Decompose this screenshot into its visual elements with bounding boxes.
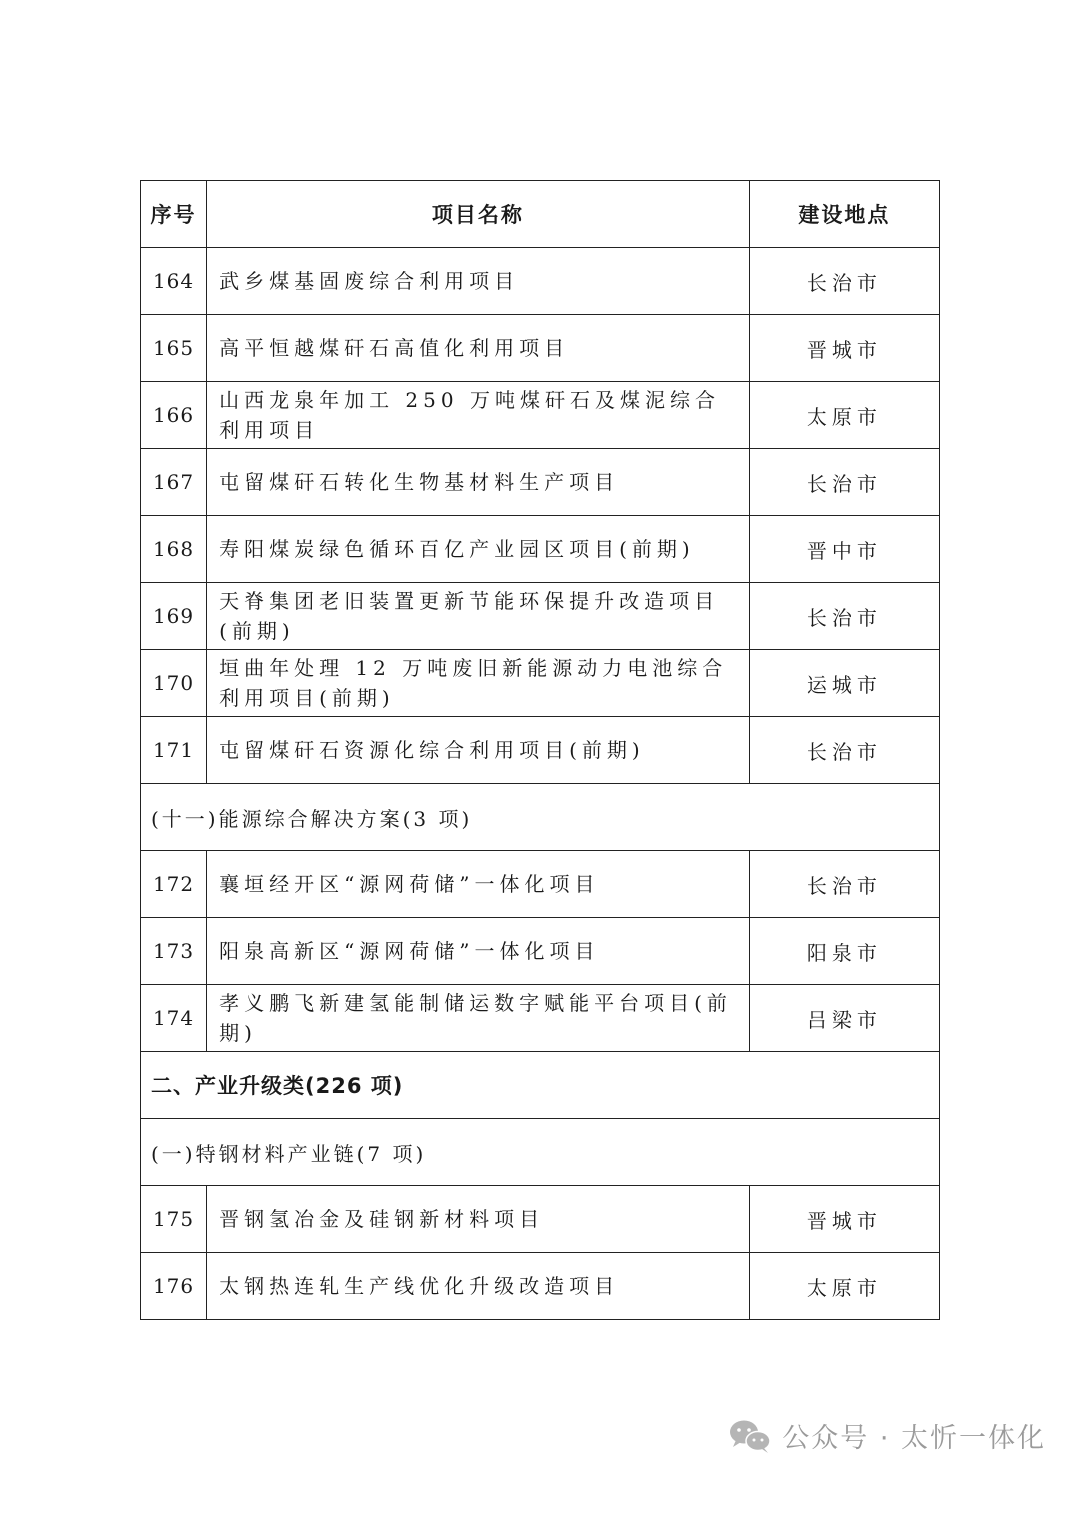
row-serial-number: 169 — [141, 583, 207, 650]
row-location: 长治市 — [749, 717, 939, 784]
row-location: 阳泉市 — [749, 918, 939, 985]
table-row — [141, 315, 940, 382]
row-project-name: 屯留煤矸石转化生物基材料生产项目 — [207, 449, 750, 516]
row-serial-number: 165 — [141, 315, 207, 382]
section-title-energy: (十一)能源综合解决方案(3 项) — [141, 784, 940, 851]
row-project-name: 阳泉高新区“源网荷储”一体化项目 — [207, 918, 750, 985]
table-row — [141, 449, 940, 516]
row-serial-number: 167 — [141, 449, 207, 516]
table-row — [141, 918, 940, 985]
row-location: 长治市 — [749, 449, 939, 516]
row-location: 晋城市 — [749, 315, 939, 382]
row-project-name: 屯留煤矸石资源化综合利用项目(前期) — [207, 717, 750, 784]
section-title-steel: (一)特钢材料产业链(7 项) — [141, 1119, 940, 1186]
row-location: 长治市 — [749, 248, 939, 315]
section-row — [141, 1119, 940, 1186]
project-table — [140, 180, 940, 1320]
row-location: 吕梁市 — [749, 985, 939, 1052]
header-serial-number: 序号 — [141, 181, 207, 248]
watermark — [728, 1416, 1046, 1455]
row-project-name: 孝义鹏飞新建氢能制储运数字赋能平台项目(前期) — [207, 985, 750, 1052]
table-row — [141, 1253, 940, 1320]
table-row — [141, 248, 940, 315]
row-location: 运城市 — [749, 650, 939, 717]
row-serial-number: 166 — [141, 382, 207, 449]
table-row — [141, 985, 940, 1052]
row-serial-number: 172 — [141, 851, 207, 918]
row-location: 长治市 — [749, 583, 939, 650]
table-row — [141, 1186, 940, 1253]
row-serial-number: 174 — [141, 985, 207, 1052]
row-project-name: 武乡煤基固废综合利用项目 — [207, 248, 750, 315]
row-serial-number: 171 — [141, 717, 207, 784]
row-serial-number: 176 — [141, 1253, 207, 1320]
table-header-row — [141, 181, 940, 248]
row-location: 晋中市 — [749, 516, 939, 583]
watermark-text: 公众号 · 太忻一体化 — [782, 1423, 1046, 1454]
row-project-name: 天脊集团老旧装置更新节能环保提升改造项目(前期) — [207, 583, 750, 650]
row-project-name: 太钢热连轧生产线优化升级改造项目 — [207, 1253, 750, 1320]
row-serial-number: 164 — [141, 248, 207, 315]
header-location: 建设地点 — [749, 181, 939, 248]
table-row — [141, 583, 940, 650]
table-row — [141, 382, 940, 449]
row-project-name: 高平恒越煤矸石高值化利用项目 — [207, 315, 750, 382]
header-project-name: 项目名称 — [207, 181, 750, 248]
table-row — [141, 650, 940, 717]
table-row — [141, 851, 940, 918]
table-row — [141, 516, 940, 583]
row-serial-number: 168 — [141, 516, 207, 583]
category-title-upgrade: 二、产业升级类(226 项) — [141, 1052, 940, 1119]
category-row — [141, 1052, 940, 1119]
row-location: 太原市 — [749, 1253, 939, 1320]
row-serial-number: 170 — [141, 650, 207, 717]
row-project-name: 晋钢氢冶金及硅钢新材料项目 — [207, 1186, 750, 1253]
section-row — [141, 784, 940, 851]
row-location: 晋城市 — [749, 1186, 939, 1253]
table-row — [141, 717, 940, 784]
row-project-name: 山西龙泉年加工 250 万吨煤矸石及煤泥综合利用项目 — [207, 382, 750, 449]
row-project-name: 垣曲年处理 12 万吨废旧新能源动力电池综合利用项目(前期) — [207, 650, 750, 717]
row-location: 太原市 — [749, 382, 939, 449]
row-serial-number: 173 — [141, 918, 207, 985]
row-serial-number: 175 — [141, 1186, 207, 1253]
row-project-name: 寿阳煤炭绿色循环百亿产业园区项目(前期) — [207, 516, 750, 583]
row-project-name: 襄垣经开区“源网荷储”一体化项目 — [207, 851, 750, 918]
row-location: 长治市 — [749, 851, 939, 918]
wechat-icon — [728, 1418, 772, 1454]
